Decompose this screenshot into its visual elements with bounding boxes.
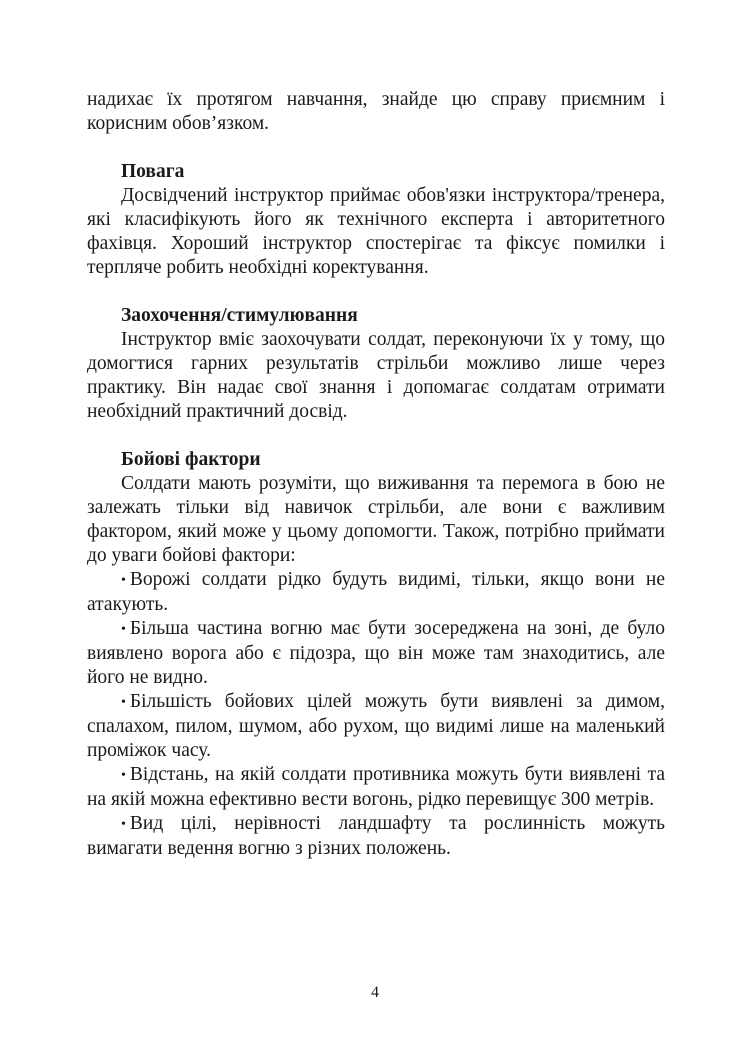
bullet-icon: • (121, 695, 126, 710)
section-body-combat-factors: Солдати мають розуміти, що виживання та перемога в бою не залежать тільки від навичок стрільби, але вони є важливим фактором, який може у цьому допомогти. Також, потрібно приймати до уваги бойові фактори: (87, 473, 665, 566)
section-spacer (87, 280, 665, 304)
section-spacer (87, 424, 665, 448)
bullet-icon: • (121, 817, 126, 832)
bullet-item (87, 617, 665, 690)
section-heading-combat-factors: Бойові фактори (121, 449, 261, 470)
bullet-text: Більша частина вогню має бути зосереджена на зоні, де було виявлено ворога або є підозра, що він може там знаходитись, але його не видно. (87, 618, 665, 688)
intro-paragraph: надихає їх протягом навчання, знайде цю справу приємним і корисним обов’язком. (87, 89, 665, 134)
bullet-text: Вид цілі, нерівності ландшафту та рослинність можуть вимагати ведення вогню з різних положень. (87, 813, 665, 859)
bullet-text: Ворожі солдати рідко будуть видимі, тільки, якщо вони не атакують. (87, 569, 665, 615)
bullet-icon: • (121, 573, 126, 588)
section-heading-encouragement: Заохочення/стимулювання (121, 305, 358, 326)
bullet-text: Більшість бойових цілей можуть бути виявлені за димом, спалахом, пилом, шумом, або рухом, що видимі лише на маленький проміжок часу. (87, 691, 665, 761)
text-column (87, 88, 665, 861)
section-spacer (87, 136, 665, 160)
section-body-respect: Досвідчений інструктор приймає обов'язки інструктора/тренера, які класифікують його як технічного експерта і авторитетного фахівця. Хороший інструктор спостерігає та фіксує помилки і терпляче робить необхідні коректування. (87, 185, 665, 278)
bullet-item (87, 568, 665, 617)
bullet-icon: • (121, 768, 126, 783)
bullet-icon: • (121, 622, 126, 637)
page-number: 4 (371, 984, 379, 1001)
bullet-text: Відстань, на якій солдати противника можуть бути виявлені та на якій можна ефективно вести вогонь, рідко перевищує 300 метрів. (87, 764, 665, 810)
bullet-item (87, 763, 665, 812)
section-body-encouragement: Інструктор вміє заохочувати солдат, переконуючи їх у тому, що домогтися гарних результатів стрільби можливо лише через практику. Він надає свої знання і допомагає солдатам отримати необхідний практичний досвід. (87, 329, 665, 422)
bullet-item (87, 812, 665, 861)
section-heading-respect: Повага (121, 161, 185, 182)
bullet-item (87, 690, 665, 763)
